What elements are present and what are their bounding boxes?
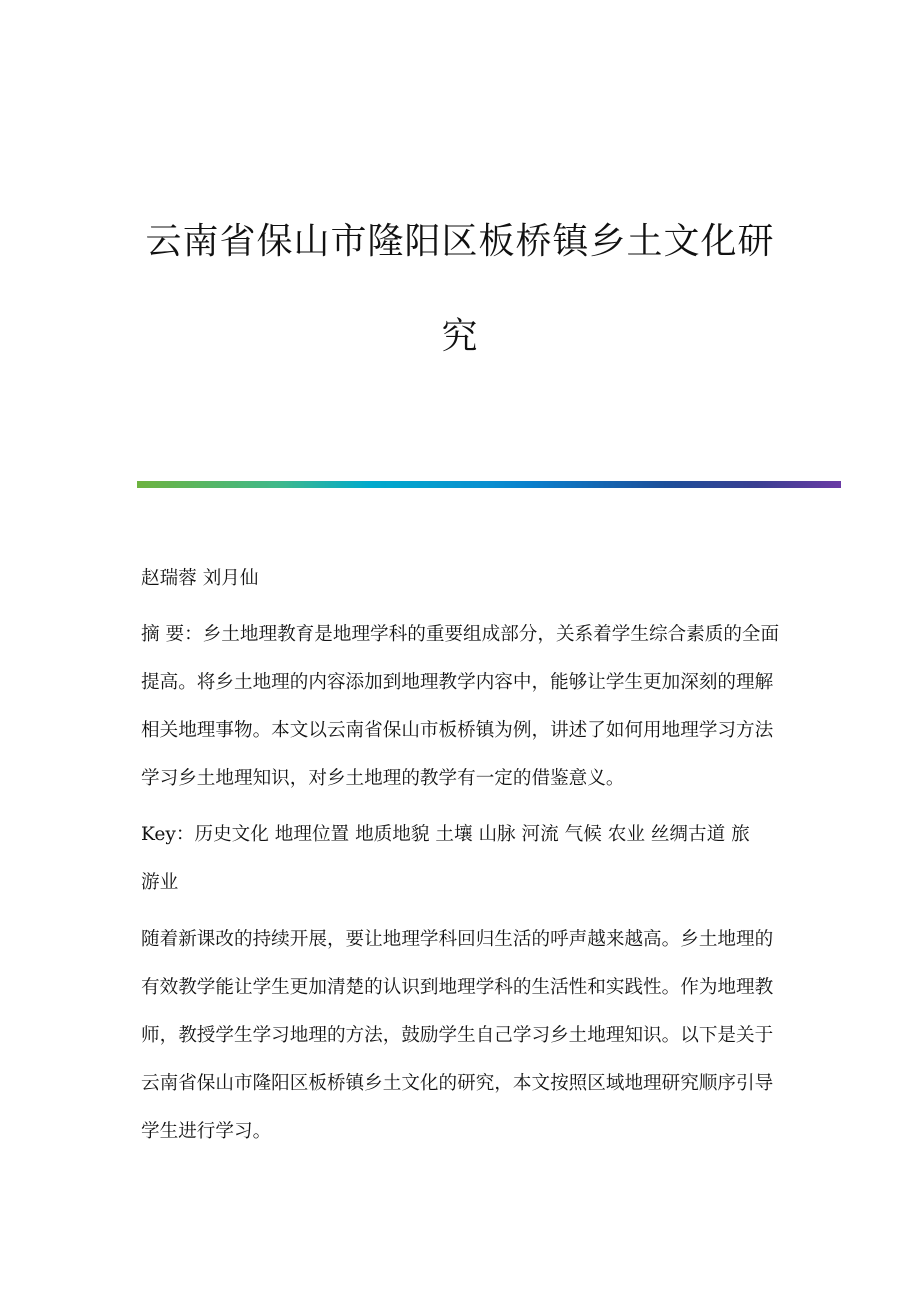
gradient-divider [137, 481, 841, 488]
abstract-line: 提高。将乡土地理的内容添加到地理教学内容中，能够让学生更加深刻的理解 [141, 672, 774, 693]
paragraph-line: 有效教学能让学生更加清楚的认识到地理学科的生活性和实践性。作为地理教 [141, 977, 774, 998]
intro-paragraph [141, 916, 801, 1156]
keywords-line: Key：历史文化 地理位置 地质地貌 土壤 山脉 河流 气候 农业 丝绸古道 旅 [141, 824, 750, 845]
author-names: 赵瑞蓉 刘月仙 [141, 568, 259, 589]
abstract [141, 611, 801, 803]
authors [141, 555, 801, 603]
document-title-line-2: 究 [441, 316, 479, 357]
paragraph-line: 学生进行学习。 [141, 1121, 272, 1142]
keywords [141, 811, 801, 907]
paragraph-line: 云南省保山市隆阳区板桥镇乡土文化的研究，本文按照区域地理研究顺序引导 [141, 1073, 774, 1094]
document-title-line-1: 云南省保山市隆阳区板桥镇乡土文化研 [145, 221, 775, 262]
paragraph-line: 随着新课改的持续开展，要让地理学科回归生活的呼声越来越高。乡土地理的 [141, 929, 774, 950]
keywords-line: 游业 [141, 872, 179, 893]
abstract-line: 摘 要：乡土地理教育是地理学科的重要组成部分，关系着学生综合素质的全面 [141, 624, 780, 645]
abstract-line: 相关地理事物。本文以云南省保山市板桥镇为例，讲述了如何用地理学习方法 [141, 720, 774, 741]
abstract-line: 学习乡土地理知识，对乡土地理的教学有一定的借鉴意义。 [141, 768, 625, 789]
paragraph-line: 师，教授学生学习地理的方法，鼓励学生自己学习乡土地理知识。以下是关于 [141, 1025, 774, 1046]
